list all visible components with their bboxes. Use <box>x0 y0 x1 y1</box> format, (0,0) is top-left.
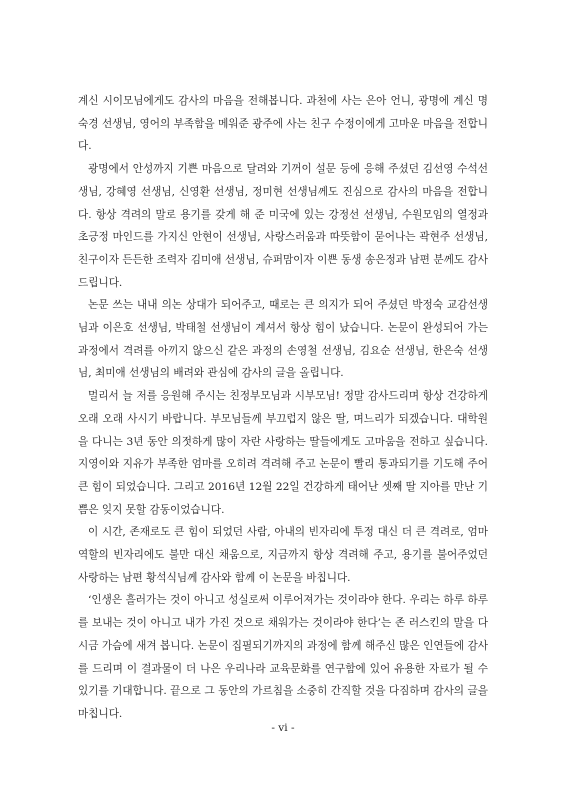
paragraph: 이 시간, 존재로도 큰 힘이 되었던 사람, 아내의 빈자리에 투정 대신 더 큰 격려로, 엄마 역할의 빈자리에도 불만 대신 채움으로, 지금까지 항상 격려해 주고, 용기를 불어주었던 사랑하는 남편 황석식님께 감사와 함께 이 논문을 바칩니다. <box>78 526 488 584</box>
page-number: - vi - <box>271 722 295 734</box>
paragraph-continuation: 계신 시이모님에게도 감사의 마음을 전해봅니다. 과천에 사는 은아 언니, 광명에 계신 명숙경 선생님, 영어의 부족함을 메워준 광주에 사는 친구 수정이에게 고마운 마음을 전합니다. <box>78 95 488 153</box>
paragraph: 논문 쓰는 내내 의논 상대가 되어주고, 때로는 큰 의지가 되어 주셨던 박정숙 교감선생님과 이은호 선생님, 박태철 선생님이 계셔서 항상 힘이 났습니다. 논문이 완성되어 가는 과정에서 격려를 아끼지 않으신 같은 과정의 손영철 선생님, 김요순 선생님, 한은숙 선생님, 최미애 선생님의 배려와 관심에 감사의 글을 올립니다. <box>78 299 488 380</box>
acknowledgement-body <box>78 90 488 726</box>
paragraph: 멀리서 늘 저를 응원해 주시는 친정부모님과 시부모님! 정말 감사드리며 항상 건강하게 오래 오래 사시기 바랍니다. 부모님들께 부끄럽지 않은 딸, 며느리가 되겠습니다. 대학원을 다니는 3년 동안 의젓하게 많이 자란 사랑하는 딸들에게도 고마움을 전하고 싶습니다. 지영이와 지유가 부족한 엄마를 오히려 격려해 주고 논문이 빨리 통과되기를 기도해 주어 큰 힘이 되었습니다. 그리고 2016년 12월 22일 건강하게 태어난 셋째 딸 지아를 만난 기쁨은 잊지 못할 감동이었습니다. <box>78 390 488 516</box>
paragraph: 광명에서 안성까지 기쁜 마음으로 달려와 기꺼이 설문 등에 응해 주셨던 김선영 수석선생님, 강혜영 선생님, 신영환 선생님, 정미현 선생님께도 진심으로 감사의 마음을 전합니다. 항상 격려의 말로 용기를 갖게 해 준 미국에 있는 강정선 선생님, 수원모임의 열정과 초긍정 마인드를 가지신 안현이 선생님, 사랑스러움과 따뜻함이 묻어나는 곽현주 선생님, 친구이자 든든한 조력자 김미애 선생님, 슈퍼맘이자 이쁜 동생 송은정과 남편 분께도 감사드립니다. <box>78 163 488 289</box>
paragraph: ‘인생은 흘러가는 것이 아니고 성실로써 이루어져가는 것이라야 한다. 우리는 하루 하루를 보내는 것이 아니고 내가 가진 것으로 채워가는 것이라야 한다’는 존 러스킨의 말을 다시금 가슴에 새겨 봅니다. 논문이 집필되기까지의 과정에 함께 해주신 많은 인연들에 감사를 드리며 이 결과물이 더 나은 우리나라 교육문화를 연구함에 있어 유용한 자료가 될 수 있기를 기대합니다. 끝으로 그 동안의 가르침을 소중히 간직할 것을 다짐하며 감사의 글을 마칩니다. <box>78 594 488 720</box>
